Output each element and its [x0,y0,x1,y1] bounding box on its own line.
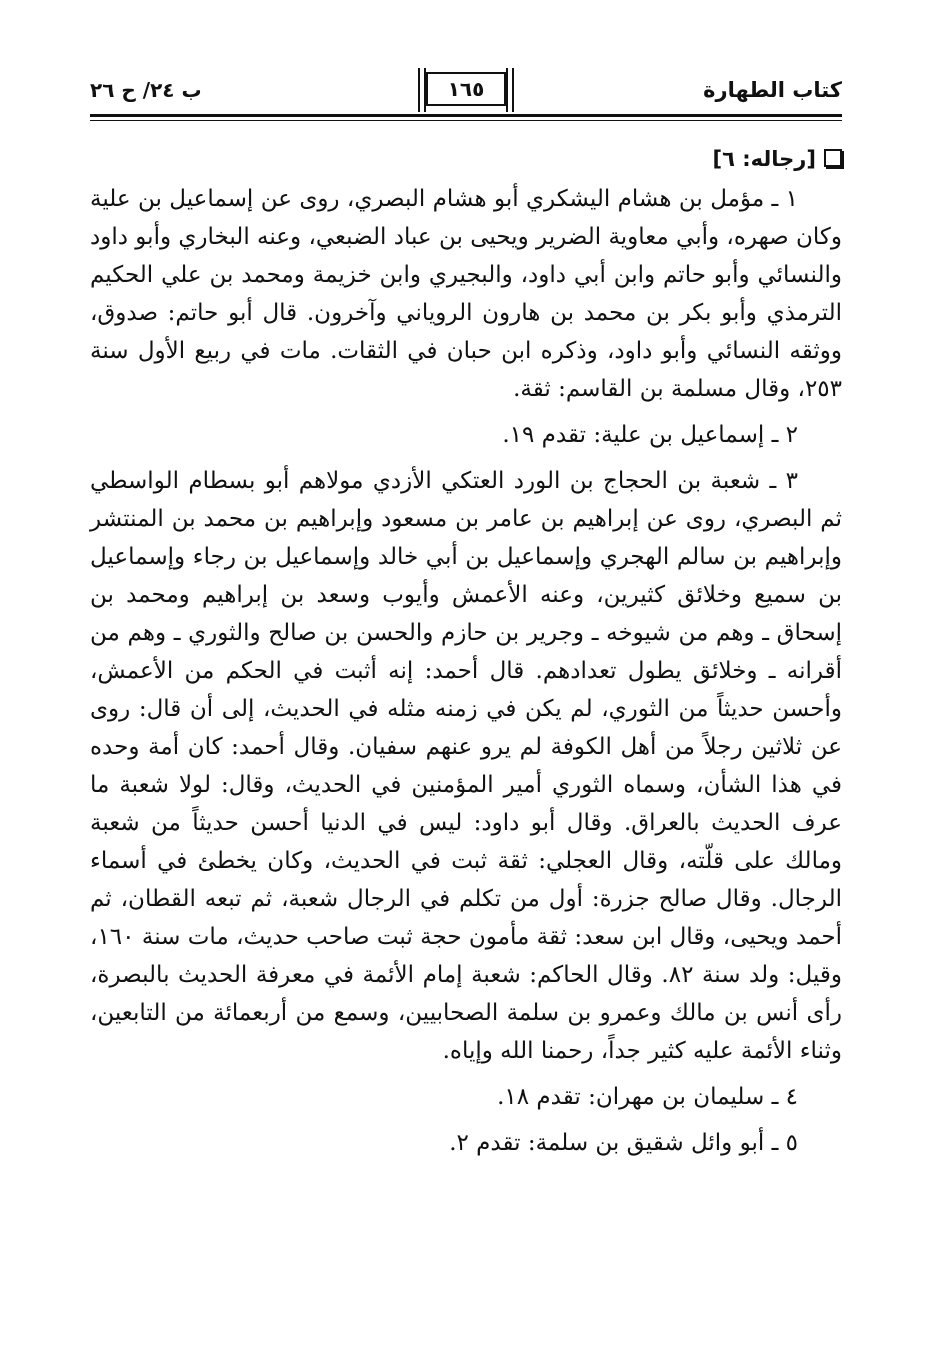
narrator-entry-5: ٥ ـ أبو وائل شقيق بن سلمة: تقدم ٢. [449,1130,798,1156]
header-rule-thick [90,114,842,117]
page-header [90,72,842,114]
checkbox-square-icon [824,149,842,167]
narrator-entry-2: ٢ ـ إسماعيل بن علية: تقدم ١٩. [502,422,798,448]
narrator-entry-3: ٣ ـ شعبة بن الحجاج بن الورد العتكي الأزدي مولاهم أبو بسطام الواسطي ثم البصري، روى عن إبراهيم بن عامر بن مسعود وإبراهيم بن محمد بن المنتشر وإبراهيم بن سالم الهجري وإسماعيل بن أبي خالد وإسماعيل بن رجاء وإسماعيل بن سميع وخلائق كثيرين، وعنه الأعمش وأيوب وسعد بن إبراهيم ومحمد بن إسحاق ـ وهم من شيوخه ـ وجرير بن حازم والحسن بن صالح والثوري ـ وهم من أقرانه ـ وخلائق يطول تعدادهم. قال أحمد: إنه أثبت في الحكم من الأعمش، وأحسن حديثاً من الثوري، لم يكن في زمنه مثله في الحديث، إلى أن قال: روى عن ثلاثين رجلاً من أهل الكوفة لم يرو عنهم سفيان. وقال أحمد: كان أمة وحده في هذا الشأن، وسماه الثوري أمير المؤمنين في الحديث، وقال: لولا شعبة ما عرف الحديث بالعراق. وقال أبو داود: ليس في الدنيا أحسن حديثاً من شعبة ومالك على قلّته، وقال العجلي: ثقة ثبت في الحديث، وكان يخطئ في أسماء الرجال. وقال صالح جزرة: أول من تكلم في الرجال شعبة، ثم تبعه القطان، ثم أحمد ويحيى، وقال ابن سعد: ثقة مأمون حجة ثبت صاحب حديث، مات سنة ١٦٠، وقيل: ولد سنة ٨٢. وقال الحاكم: شعبة إمام الأئمة في معرفة الحديث بالبصرة، رأى أنس بن مالك وعمرو بن سلمة الصحابيين، وسمع من أربعمائة من التابعين، وثناء الأئمة عليه كثير جداً، رحمنا الله وإياه. [90,468,842,1064]
page-number: ١٦٥ [426,72,506,106]
book-title: كتاب الطهارة [703,78,842,102]
section-title: [رجاله: ٦] [712,147,816,171]
header-rule-thin [90,120,842,121]
narrator-entry-4: ٤ ـ سليمان بن مهران: تقدم ١٨. [497,1084,798,1110]
narrator-entry-1: ١ ـ مؤمل بن هشام اليشكري أبو هشام البصري، روى عن إسماعيل بن علية وكان صهره، وأبي معاوية الضرير ويحيى بن عباد الضبعي، وعنه البخاري وأبو داود والنسائي وأبو حاتم وابن أبي داود، والبجيري وابن خزيمة ومحمد بن علي الحكيم الترمذي وأبو بكر بن محمد بن هارون الروياني وآخرون. قال أبو حاتم: صدوق، ووثقه النسائي وأبو داود، وذكره ابن حبان في الثقات. مات في ربيع الأول سنة ٢٥٣، وقال مسلمة بن القاسم: ثقة. [90,186,842,402]
section-heading [90,140,842,178]
page-content [90,140,842,1170]
hadith-reference: ب ٢٤/ ح ٢٦ [90,78,202,102]
